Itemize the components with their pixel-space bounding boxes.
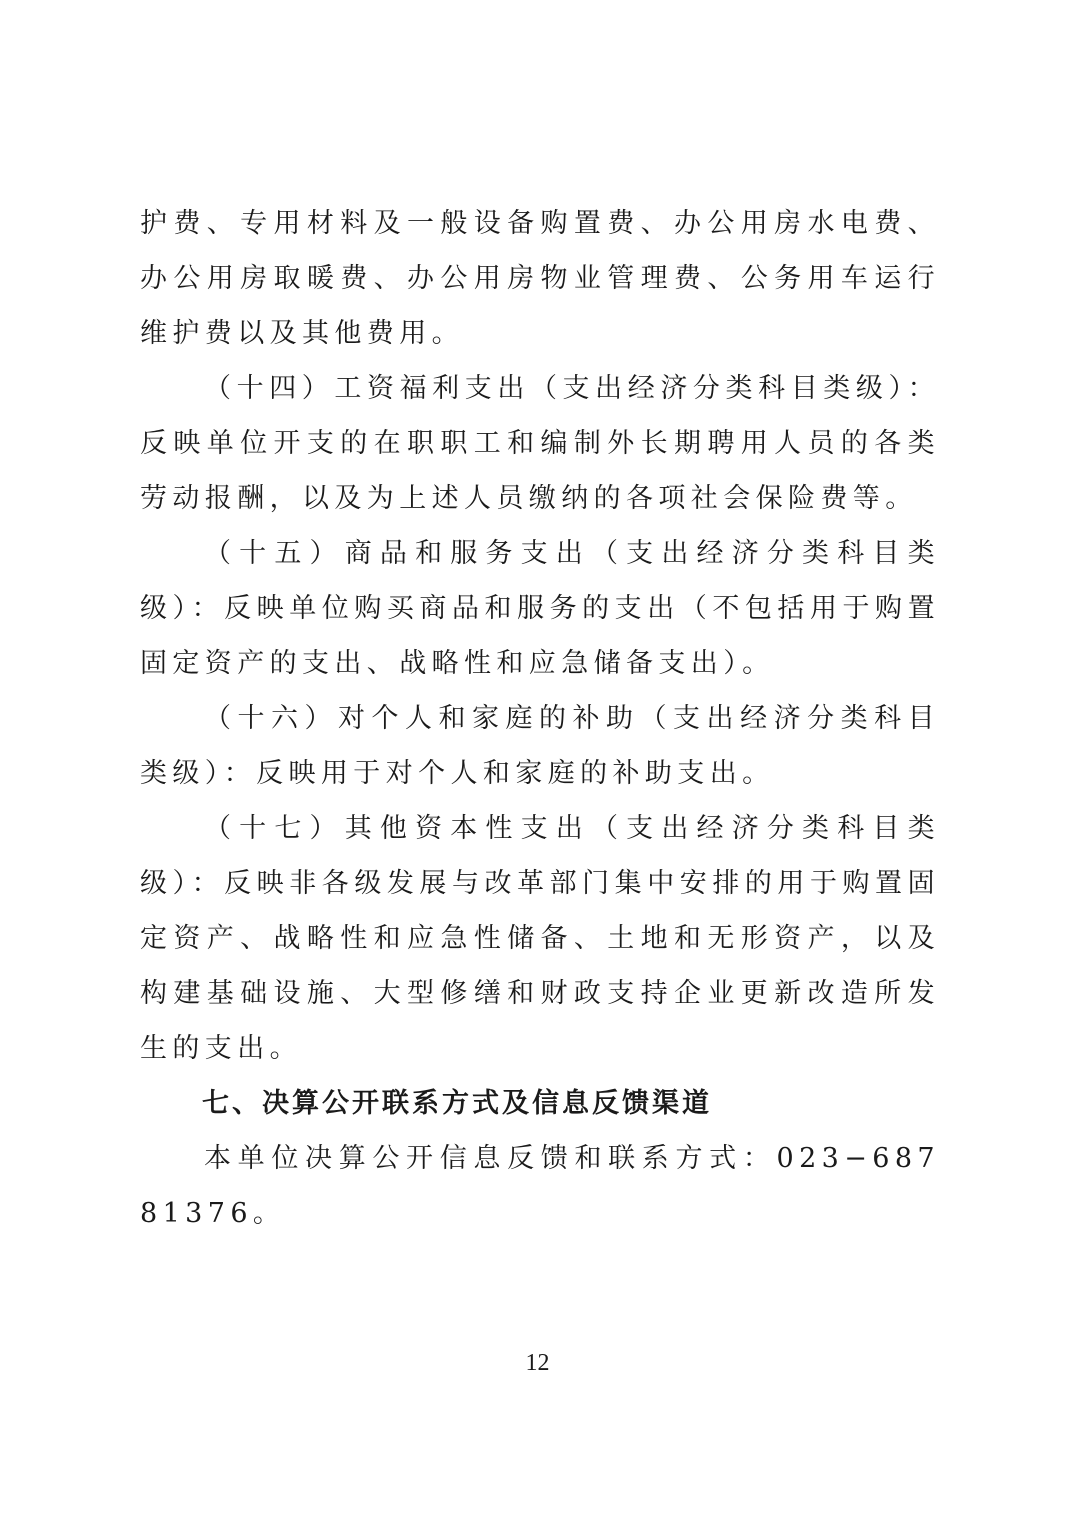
paragraph-item-15: （十五）商品和服务支出（支出经济分类科目类级）：反映单位购买商品和服务的支出（不包括用于购置固定资产的支出、战略性和应急储备支出）。 (140, 538, 940, 679)
page-body (140, 196, 940, 1241)
paragraph-item-14: （十四）工资福利支出（支出经济分类科目类级）：反映单位开支的在职职工和编制外长期聘用人员的各类劳动报酬，以及为上述人员缴纳的各项社会保险费等。 (140, 373, 940, 514)
section-heading: 七、决算公开联系方式及信息反馈渠道 (202, 1088, 712, 1119)
paragraph-item-16: （十六）对个人和家庭的补助（支出经济分类科目类级）：反映用于对个人和家庭的补助支出。 (140, 703, 940, 789)
paragraph-continuation: 护费、专用材料及一般设备购置费、办公用房水电费、办公用房取暖费、办公用房物业管理费、公务用车运行维护费以及其他费用。 (140, 208, 940, 349)
page-number: 12 (525, 1350, 550, 1376)
contact-paragraph: 本单位决算公开信息反馈和联系方式：023−68781376。 (140, 1143, 940, 1229)
paragraph-item-17: （十七）其他资本性支出（支出经济分类科目类级）：反映非各级发展与改革部门集中安排的用于购置固定资产、战略性和应急性储备、土地和无形资产，以及构建基础设施、大型修缮和财政支持企业更新改造所发生的支出。 (140, 813, 940, 1064)
